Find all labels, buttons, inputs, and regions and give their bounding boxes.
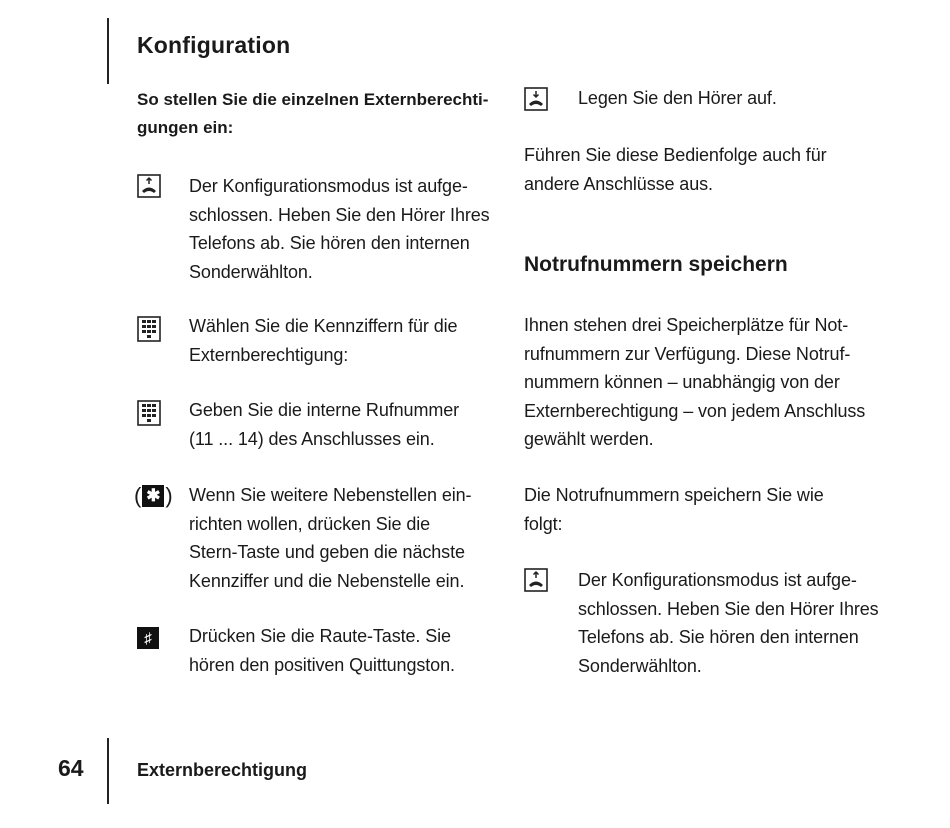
star-glyph: ✱: [142, 485, 164, 507]
section-title: Konfiguration: [137, 32, 291, 58]
step-text: Geben Sie die interne Rufnummer (11 ... 14) des Anschlusses ein.: [189, 400, 460, 449]
paren-close: ): [165, 483, 173, 508]
keypad-icon: [137, 316, 161, 347]
step-text: Legen Sie den Hörer auf.: [578, 88, 777, 108]
hash-glyph: ♯: [144, 629, 152, 647]
handset-replace-icon: [524, 87, 548, 116]
handset-lift-icon: [137, 174, 161, 203]
footer-rule: [107, 738, 109, 804]
header-rule: [107, 18, 109, 84]
footer-title: Externberechtigung: [137, 760, 308, 780]
handset-lift-icon: [524, 568, 548, 597]
paragraph-notruf-how: Die Notrufnummern speichern Sie wie folgt:: [524, 485, 824, 534]
paren-open: (: [134, 483, 142, 508]
step-text: Der Konfigurationsmodus ist aufge- schlossen. Heben Sie den Hörer Ihres Telefons ab. Sie hören den internen Sonderwählton.: [578, 570, 879, 676]
step-text: Wenn Sie weitere Nebenstellen ein- richten wollen, drücken Sie die Stern-Taste und geben die nächste Kennziffer und die Nebenstelle ein.: [189, 485, 472, 591]
page-number: 64: [58, 755, 84, 781]
star-key-icon: [134, 483, 173, 509]
step-text: Wählen Sie die Kennziffern für die Externberechtigung:: [189, 316, 458, 365]
paragraph-notruf-info: Ihnen stehen drei Speicherplätze für Not- rufnummern zur Verfügung. Diese Notruf- nummern können – unabhängig von der Externberechtigung – von jedem Anschluss gewählt werden.: [524, 315, 866, 449]
paragraph-repeat: Führen Sie diese Bedienfolge auch für andere Anschlüsse aus.: [524, 145, 827, 194]
keypad-icon: [137, 400, 161, 431]
step-text: Drücken Sie die Raute-Taste. Sie hören den positiven Quittungston.: [189, 626, 455, 675]
subheading: So stellen Sie die einzelnen Externberechti- gungen ein:: [137, 90, 489, 137]
hash-key-icon: [137, 627, 159, 649]
step-text: Der Konfigurationsmodus ist aufge- schlossen. Heben Sie den Hörer Ihres Telefons ab. Sie hören den internen Sonderwählton.: [189, 176, 490, 282]
heading-notrufnummern: Notrufnummern speichern: [524, 253, 788, 276]
